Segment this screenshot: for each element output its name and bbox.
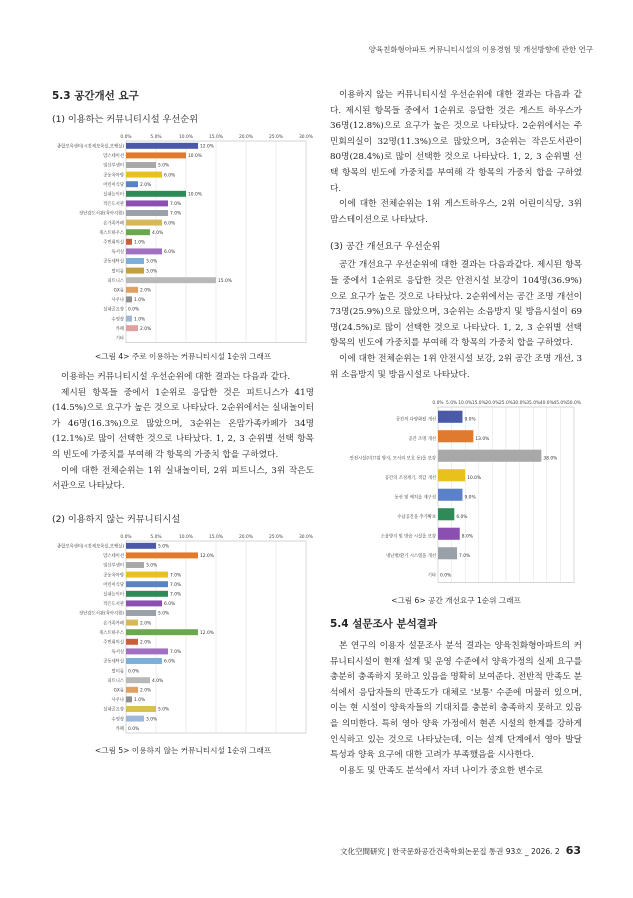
category-label: 멀티룸	[111, 269, 124, 275]
data-label: 6.0%	[164, 659, 176, 665]
bar	[126, 706, 156, 712]
tick-label: 25.0%	[499, 401, 513, 407]
bar	[126, 220, 162, 226]
page-footer	[340, 844, 581, 857]
paragraph: 이용도 및 만족도 분석에서 자녀 나이가 중요한 변수로	[339, 765, 543, 776]
data-label: 7.0%	[170, 582, 182, 588]
data-label: 2.0%	[140, 640, 152, 646]
section-title-2: 5.4 설문조사 분석결과	[330, 618, 438, 631]
data-label: 7.0%	[170, 592, 182, 598]
category-label: 어린이식당	[103, 582, 124, 588]
bar	[126, 687, 138, 693]
bar	[126, 277, 216, 283]
bar	[126, 543, 156, 549]
category-label: 독서실	[111, 649, 124, 655]
category-label: 사우나	[111, 298, 124, 304]
category-label: GX룸	[113, 688, 124, 694]
tick-label: 30.0%	[512, 401, 527, 407]
category-label: 어린이식당	[103, 182, 124, 188]
tick-label: 35.0%	[526, 401, 541, 407]
category-label: 공동육아방	[103, 573, 124, 579]
data-label: 10.0%	[188, 154, 202, 160]
category-label: 종합보육센터(시간제보육실,보행실)	[57, 544, 124, 550]
tick-label: 15.0%	[471, 401, 486, 407]
data-label: 12.0%	[200, 144, 214, 150]
category-label: 장난감도서관(육아지원)	[79, 211, 124, 217]
paragraph: 공간 개선요구 우선순위에 대한 결과는 다음과같다. 제시된 항목들 중에서 1순위로 응답한 것은 안전시설 보강이 104명(36.9%)으로 요구가 높은 것으로 나타났다. 2순위에서는 공간 조명 개선이 73명(25.9%)으로 많았으며, 3순위는 소음방지 및 방음시설이 69명(24.5%)로 많이 선택한 것으로 나타났다. 1, 2, 3 순위별 선택 항목의 빈도에 가중치를 부여해 각 항목의 가중치 합을 구하였다.	[330, 260, 582, 349]
bar	[126, 248, 162, 254]
bar	[126, 191, 186, 197]
bar	[126, 296, 132, 302]
paragraph: 이에 대한 전체순위는 1위 실내놀이터, 2위 피트니스, 3위 작은도서관으로 나타났다.	[52, 465, 314, 492]
category-label: 소음방지 및 방음 시설을 보강	[380, 534, 436, 540]
bar	[126, 677, 150, 683]
data-label: 13.0%	[475, 436, 490, 442]
tick-label: 0.0%	[432, 401, 444, 407]
category-label: 기타	[115, 336, 124, 342]
category-label: 온가족카페	[103, 621, 124, 627]
figure-4-caption: <그림 4> 주로 이용하는 커뮤니티시설 1순위 그래프	[94, 352, 272, 361]
bar	[438, 547, 457, 559]
tick-label: 10.0%	[458, 401, 473, 407]
data-label: 1.0%	[134, 317, 146, 323]
category-label: 카페	[115, 726, 124, 732]
bar	[126, 229, 150, 235]
tick-label: 50.0%	[567, 401, 581, 407]
paragraph: 이에 대한 전체순위는 1위 안전시설 보강, 2위 공간 조명 개선, 3위 소음방지 및 방음시설로 나타났다.	[330, 353, 582, 380]
data-label: 2.0%	[140, 288, 152, 294]
tick-label: 5.0%	[150, 135, 162, 140]
bar	[438, 450, 541, 462]
category-label: 기타	[427, 573, 436, 579]
data-label: 15.0%	[218, 278, 232, 284]
tick-label: 40.0%	[539, 401, 554, 407]
tick-label: 0.0%	[120, 534, 132, 540]
category-label: GX룸	[113, 288, 124, 294]
tick-label: 25.0%	[269, 534, 283, 540]
category-label: 공동세탁실	[103, 259, 124, 265]
right-column	[330, 88, 582, 779]
category-label: 작은도서관	[103, 601, 124, 607]
category-label: 피트니스	[107, 678, 124, 684]
data-label: 12.0%	[200, 553, 214, 559]
tick-label: 20.0%	[239, 135, 253, 140]
bar	[126, 629, 198, 635]
paragraph: 이에 대한 전체순위는 1위 게스트하우스, 2위 어린이식당, 3위 맘스테이션으로 나타났다.	[330, 199, 582, 225]
category-label: 카페	[115, 326, 124, 332]
data-label: 7.0%	[170, 202, 182, 208]
category-label: 피트니스	[107, 278, 124, 284]
tick-label: 15.0%	[209, 534, 223, 540]
category-label: 독서실	[111, 250, 124, 256]
tick-label: 30.0%	[299, 135, 313, 140]
data-label: 0.0%	[128, 726, 140, 732]
data-label: 8.0%	[461, 534, 473, 540]
category-label: 동선 및 배치를 재구성	[394, 495, 436, 501]
data-label: 12.0%	[200, 630, 214, 636]
bar	[126, 181, 138, 187]
bar	[126, 600, 162, 606]
left-column	[52, 88, 314, 756]
paragraph: 본 연구의 이용자 설문조사 분석 결과는 양육친화형아파트의 커뮤니티시설이 현재 설계 및 운영 수준에서 양육가정의 실제 요구를 충분히 충족하지 못하고 있음을 명확히 보여준다. 전반적 만족도 분석에서 응답자들의 만족도가 대체로 '보통' 수준에 머물러 있으며, 이는 현 시설이 양육자들의 기대치를 충분히 충족하지 못하고 있음을 의미한다. 특히 영아 양육 가정에서 현존 시설의 한계를 강하게 인식하고 있는 것으로 나타났는데, 이는 설계 단계에서 영아 발달 특성과 양육 요구에 대한 고려가 부족했음을 시사한다.	[330, 641, 582, 761]
bar	[438, 411, 462, 423]
section-title: 5.3 공간개선 요구	[52, 90, 139, 102]
bar	[126, 239, 132, 245]
category-label: 장난감도서관(육아지원)	[79, 611, 124, 617]
category-label: 맘스테이션	[103, 154, 124, 160]
data-label: 10.0%	[467, 475, 482, 481]
paragraph: 이용하지 않는 커뮤니티시설 우선순위에 대한 결과는 다음과 같다. 제시된 항목들 중에서 1순위로 응답한 것은 게스트 하우스가 36명(12.8%)으로 요구가 높은 것으로 나타났다. 2순위에서는 주민회의실이 32명(11.3%)으로 많았으며, 3순위는 작은도서관이 80명(28.4%)로 많이 선택한 것으로 나타났다. 1, 2, 3 순위별 선택 항목의 빈도에 가중치를 부여해 각 항목의 가중치 합을 구하였다.	[330, 90, 582, 194]
category-label: 멀티룸	[111, 669, 124, 675]
bar	[126, 316, 132, 322]
bar	[126, 258, 144, 264]
figure-5-caption: <그림 5> 이용하지 않는 커뮤니티시설 1순위 그래프	[94, 745, 272, 755]
tick-label: 5.0%	[446, 401, 458, 407]
data-label: 7.0%	[170, 573, 182, 579]
category-label: 게스트하우스	[99, 230, 124, 236]
data-label: 3.0%	[146, 717, 158, 723]
subsection-3-title: (3) 공간 개선요구 우선순위	[330, 241, 441, 253]
category-label: 게스트하우스	[99, 630, 124, 636]
bar	[126, 591, 168, 597]
data-label: 3.0%	[146, 269, 158, 275]
category-label: 임산부센터	[103, 163, 124, 169]
data-label: 5.0%	[158, 611, 170, 617]
data-label: 6.0%	[456, 514, 468, 520]
bar	[438, 528, 460, 540]
data-label: 2.0%	[140, 326, 152, 332]
journal-info: 文化空間研究 | 한국문화공간건축학회논문집 통권 93호 _ 2026. 2	[340, 847, 560, 856]
data-label: 1.0%	[134, 298, 146, 304]
paragraph: 제시된 항목들 중에서 1순위로 응답한 것은 피트니스가 41명(14.5%)으로 요구가 높은 것으로 나타났다. 2순위에서는 실내놀이터가 46명(16.3%)으로 많았으며, 3순위는 온맘가족카페가 34명(12.1%)로 많이 선택한 것으로 나타났다. 1, 2, 3 순위별 선택 항목의 빈도에 가중치를 부여해 각 항목의 가중치 합을 구하였다.	[52, 387, 314, 460]
data-label: 2.0%	[140, 621, 152, 627]
category-label: 작은도서관	[103, 202, 124, 208]
data-label: 7.0%	[170, 211, 182, 217]
tick-label: 0.0%	[120, 135, 132, 140]
category-label: 공간의 다양화될 개선	[395, 417, 436, 423]
figure-6-caption: <그림 6> 공간 개선요구 1순위 그래프	[391, 596, 521, 606]
bar	[438, 469, 465, 481]
data-label: 7.0%	[170, 649, 182, 655]
category-label: 안전시설(미끄럼 방지, 모서리 보호 등)을 보강	[349, 456, 436, 462]
data-label: 6.0%	[164, 250, 176, 256]
subsection-2-title: (2) 이용하지 않는 커뮤니티시설	[52, 513, 181, 525]
tick-label: 45.0%	[553, 401, 568, 407]
data-label: 2.0%	[140, 688, 152, 694]
tick-label: 20.0%	[239, 534, 253, 540]
bar	[126, 162, 156, 168]
bar	[126, 581, 168, 587]
tick-label: 25.0%	[269, 135, 283, 140]
bar	[126, 200, 168, 206]
bar	[438, 489, 462, 501]
data-label: 38.0%	[543, 456, 558, 462]
paragraph: 이용하는 커뮤니티시설 우선순위에 대한 결과는 다음과 같다.	[61, 372, 291, 382]
data-label: 2.0%	[140, 182, 152, 188]
subsection-1-title: (1) 이용하는 커뮤니티시설 우선순위	[52, 114, 199, 125]
bar	[126, 639, 138, 645]
data-label: 5.0%	[158, 163, 170, 169]
bar	[126, 696, 132, 702]
category-label: 공동세탁실	[103, 659, 124, 665]
bar	[126, 562, 144, 568]
bar	[438, 430, 473, 442]
category-label: 수영장	[111, 717, 124, 723]
category-label: 주민회의실	[103, 640, 124, 646]
category-label: 실내골프장	[103, 307, 124, 313]
data-label: 10.0%	[188, 192, 202, 198]
data-label: 1.0%	[134, 697, 146, 703]
tick-label: 20.0%	[485, 401, 500, 407]
data-label: 5.0%	[158, 544, 170, 550]
category-label: 사우나	[111, 697, 124, 703]
data-label: 1.0%	[134, 240, 146, 246]
data-label: 9.0%	[464, 417, 476, 423]
figure-5-chart	[52, 531, 314, 737]
category-label: 실내골프장	[103, 707, 124, 713]
tick-label: 15.0%	[209, 135, 223, 140]
data-label: 0.0%	[128, 307, 140, 313]
category-label: 수납공간을 추가확보	[397, 514, 436, 520]
category-label: 임산부센터	[103, 563, 124, 569]
figure-4-chart	[52, 131, 314, 343]
category-label: 종합보육센터(시간제보육실,보행실)	[57, 144, 124, 150]
category-label: 실내놀이터	[103, 192, 124, 198]
data-label: 4.0%	[152, 678, 164, 684]
tick-label: 10.0%	[179, 135, 193, 140]
data-label: 3.0%	[146, 259, 158, 265]
tick-label: 30.0%	[299, 534, 313, 540]
bar	[126, 610, 156, 616]
bar	[126, 143, 198, 149]
tick-label: 10.0%	[179, 534, 193, 540]
data-label: 6.0%	[164, 601, 176, 607]
bar	[438, 508, 454, 520]
bar	[126, 152, 186, 158]
category-label: 공동육아방	[103, 173, 124, 179]
category-label: 맘스테이션	[103, 553, 124, 559]
category-label: 주민회의실	[103, 240, 124, 246]
bar	[126, 287, 138, 293]
category-label: 공간의 조경계기, 색감 개선	[384, 475, 436, 481]
figure-6-chart	[330, 397, 582, 587]
data-label: 6.0%	[164, 221, 176, 227]
category-label: 온가족카페	[103, 221, 124, 227]
bar	[126, 715, 144, 721]
bar	[126, 619, 138, 625]
data-label: 9.0%	[464, 495, 476, 501]
data-label: 7.0%	[459, 553, 471, 559]
data-label: 0.0%	[128, 669, 140, 675]
data-label: 3.0%	[146, 563, 158, 569]
bar	[126, 571, 168, 577]
page-number: 63	[565, 844, 581, 857]
category-label: 냉난방/환기 시스템을 개선	[386, 553, 436, 559]
data-label: 4.0%	[152, 230, 164, 236]
bar	[126, 172, 162, 178]
running-header: 양육친화형아파트 커뮤니티시설의 이용경험 및 개선방향에 관한 연구	[368, 45, 593, 54]
category-label: 실내놀이터	[103, 592, 124, 598]
bar	[126, 325, 138, 331]
data-label: 6.0%	[164, 173, 176, 179]
bar	[126, 658, 162, 664]
bar	[126, 268, 144, 274]
bar	[126, 552, 198, 558]
data-label: 5.0%	[158, 707, 170, 713]
bar	[126, 210, 168, 216]
category-label: 수영장	[111, 317, 124, 323]
data-label: 0.0%	[440, 573, 452, 579]
category-label: 공간 조명 개선	[408, 436, 436, 442]
tick-label: 5.0%	[150, 534, 162, 540]
bar	[126, 648, 168, 654]
